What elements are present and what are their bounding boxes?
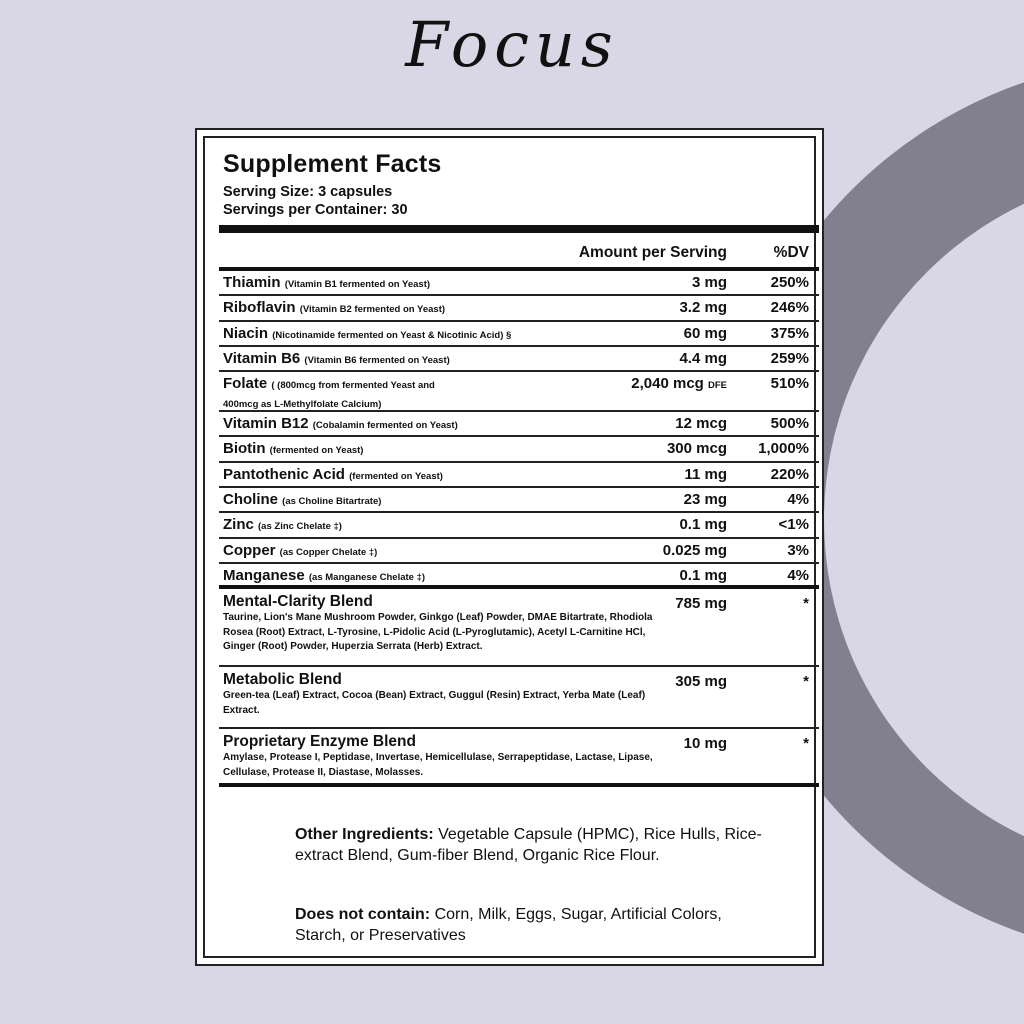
nutrient-amount: [679, 299, 727, 316]
nutrient-dv: 259%: [770, 349, 809, 367]
nutrient-amount-value: 0.1 mg: [679, 516, 727, 534]
blend-dv-asterisk: *: [803, 735, 809, 753]
nutrient-name-text: Niacin: [223, 324, 269, 342]
nutrient-row: [219, 463, 819, 488]
nutrient-dv: <1%: [778, 516, 809, 534]
blend-name: Mental-Clarity Blend: [223, 593, 373, 611]
nutrient-source-note: (Vitamin B2 fermented on Yeast): [299, 304, 446, 316]
nutrient-source-note: (Vitamin B1 fermented on Yeast): [284, 279, 431, 290]
nutrient-name: [223, 440, 363, 459]
nutrient-source-note: (Cobalamin fermented on Yeast): [312, 420, 458, 432]
nutrient-amount: [692, 274, 727, 291]
does-not-contain-text: Corn, Milk, Eggs, Sugar, Artificial Colors, Starch, or Preservatives: [295, 906, 722, 944]
allergen-statement: [295, 904, 765, 946]
nutrient-amount-value: 2,040 mcg: [631, 375, 704, 393]
nutrient-name-text: Manganese: [223, 566, 305, 584]
amount-column-label: Amount per Serving: [578, 244, 727, 261]
nutrient-unit-note: DFE: [708, 380, 727, 392]
nutrient-name: [223, 375, 435, 413]
nutrient-row: [219, 539, 819, 564]
nutrient-amount-value: 3.2 mg: [679, 299, 727, 317]
blend-ingredients: Green-tea (Leaf) Extract, Cocoa (Bean) Extract, Guggul (Resin) Extract, Yerba Mate (Leaf) Extract.: [223, 690, 646, 716]
nutrient-row: [219, 513, 819, 538]
nutrient-name: [223, 567, 425, 586]
nutrient-source-note: (as Zinc Chelate ‡): [258, 521, 342, 533]
nutrient-row: [219, 437, 819, 462]
nutrient-amount-value: 60 mg: [683, 324, 727, 342]
nutrient-name-text: Thiamin: [223, 274, 281, 291]
nutrient-source-note: (as Manganese Chelate ‡): [308, 571, 426, 583]
nutrient-name: [223, 350, 450, 369]
dv-column-label: %DV: [773, 244, 809, 261]
nutrient-dv: 4%: [787, 491, 809, 509]
nutrient-name: [223, 299, 445, 318]
does-not-contain-label: Does not contain:: [295, 906, 431, 923]
nutrient-source-note: (Vitamin B6 fermented on Yeast): [304, 354, 450, 366]
nutrient-name-text: Folate: [223, 375, 268, 393]
nutrient-amount-value: 4.4 mg: [679, 349, 727, 367]
nutrient-amount-value: 3 mg: [691, 274, 727, 291]
nutrient-amount-value: 23 mg: [683, 491, 727, 509]
servings-per-container: Servings per Container: 30: [223, 202, 408, 218]
nutrient-name-text: Riboflavin: [223, 299, 296, 317]
nutrient-dv: 375%: [770, 324, 809, 342]
nutrient-name-text: Biotin: [223, 440, 266, 458]
nutrient-source-note: (fermented on Yeast): [349, 470, 443, 482]
other-ingredients-text: Vegetable Capsule (HPMC), Rice Hulls, Rice-extract Blend, Gum-fiber Blend, Organic Rice Flour.: [295, 826, 762, 864]
brand-script-title: Focus: [405, 8, 619, 81]
nutrient-name-text: Vitamin B12: [223, 415, 309, 433]
nutrient-dv: 4%: [787, 566, 809, 584]
blend-ingredients: Taurine, Lion's Mane Mushroom Powder, Ginkgo (Leaf) Powder, DMAE Bitartrate, Rhodiola Rosea (Root) Extract, L-Tyrosine, L-Pidolic Acid (L-Pyroglutamic), Acetyl L-Carnitine HCl, Ginger (Root) Powder, Huperzia Serrata (Herb) Extract.: [223, 612, 653, 653]
nutrient-name-text: Pantothenic Acid: [223, 465, 345, 483]
nutrient-dv: 246%: [770, 299, 809, 317]
nutrient-source-note: ( (800mcg from fermented Yeast and: [271, 380, 435, 392]
blend-dv-asterisk: *: [803, 673, 809, 691]
column-header: [219, 233, 819, 267]
nutrient-amount-value: 0.025 mg: [662, 541, 727, 559]
nutrient-amount-value: 11 mg: [684, 465, 727, 483]
nutrient-row: [219, 296, 819, 321]
blend-amount: 305 mg: [675, 673, 727, 691]
nutrient-amount: [684, 325, 727, 342]
nutrient-name: [223, 415, 458, 434]
nutrient-name-text: Choline: [223, 491, 278, 509]
nutrient-dv: 510%: [770, 375, 809, 393]
nutrient-row: [219, 412, 819, 437]
nutrient-amount: [631, 375, 727, 392]
nutrient-amount-value: 300 mcg: [666, 440, 727, 458]
thick-divider: [219, 225, 819, 233]
label-inner-border: [203, 136, 816, 958]
other-ingredients-label: Other Ingredients:: [295, 826, 434, 843]
nutrient-amount: [679, 567, 727, 584]
nutrient-row: [219, 564, 819, 589]
blend-ingredients: Amylase, Protease I, Peptidase, Invertase, Hemicellulase, Serrapeptidase, Lactase, Lipase, Cellulase, Protease II, Diastase, Molasses.: [223, 752, 653, 778]
nutrient-source-note: (fermented on Yeast): [269, 445, 364, 457]
blend-name: Proprietary Enzyme Blend: [223, 733, 416, 751]
blend-row: [219, 589, 819, 667]
nutrient-name: [223, 274, 430, 293]
blend-amount: 785 mg: [675, 595, 727, 613]
nutrient-row: [219, 322, 819, 347]
supplement-facts-label: [195, 128, 824, 966]
label-title: Supplement Facts: [223, 150, 442, 178]
blend-amount: 10 mg: [683, 735, 727, 753]
nutrient-name: [223, 466, 443, 485]
nutrient-name-text: Copper: [223, 541, 276, 559]
facts-panel: [219, 150, 819, 787]
nutrient-amount: [679, 516, 727, 533]
nutrient-row: [219, 372, 819, 412]
nutrient-row: [219, 488, 819, 513]
nutrient-amount-value: 12 mcg: [675, 415, 727, 433]
nutrient-source-note-2: 400mcg as L-Methylfolate Calcium): [223, 399, 382, 411]
nutrient-name: [223, 516, 342, 535]
nutrient-name: [223, 325, 511, 344]
nutrient-source-note: (Nicotinamide fermented on Yeast & Nicotinic Acid) §: [272, 329, 512, 341]
nutrient-name: [223, 491, 381, 510]
nutrient-name-text: Vitamin B6: [223, 349, 301, 367]
nutrient-amount: [684, 466, 727, 483]
blend-dv-asterisk: *: [803, 595, 809, 613]
nutrient-dv: 1,000%: [758, 440, 809, 458]
nutrient-amount: [675, 415, 727, 432]
nutrient-source-note: (as Copper Chelate ‡): [279, 546, 378, 558]
blend-name: Metabolic Blend: [223, 671, 342, 689]
nutrient-amount: [679, 350, 727, 367]
serving-size: Serving Size: 3 capsules: [223, 184, 393, 200]
other-ingredients: [295, 824, 765, 866]
nutrient-amount-value: 0.1 mg: [679, 566, 727, 584]
nutrient-row: [219, 347, 819, 372]
nutrient-amount: [667, 440, 727, 457]
nutrient-dv: 220%: [770, 465, 809, 483]
nutrient-name: [223, 542, 377, 561]
nutrient-amount: [684, 491, 727, 508]
nutrient-row: [219, 271, 819, 296]
nutrient-dv: 500%: [770, 415, 809, 433]
nutrient-dv: 3%: [787, 541, 809, 559]
nutrient-amount: [663, 542, 727, 559]
nutrient-dv: 250%: [770, 274, 809, 291]
blend-row: [219, 667, 819, 729]
nutrient-source-note: (as Choline Bitartrate): [282, 496, 382, 508]
nutrient-name-text: Zinc: [223, 516, 254, 534]
blend-row: [219, 729, 819, 787]
